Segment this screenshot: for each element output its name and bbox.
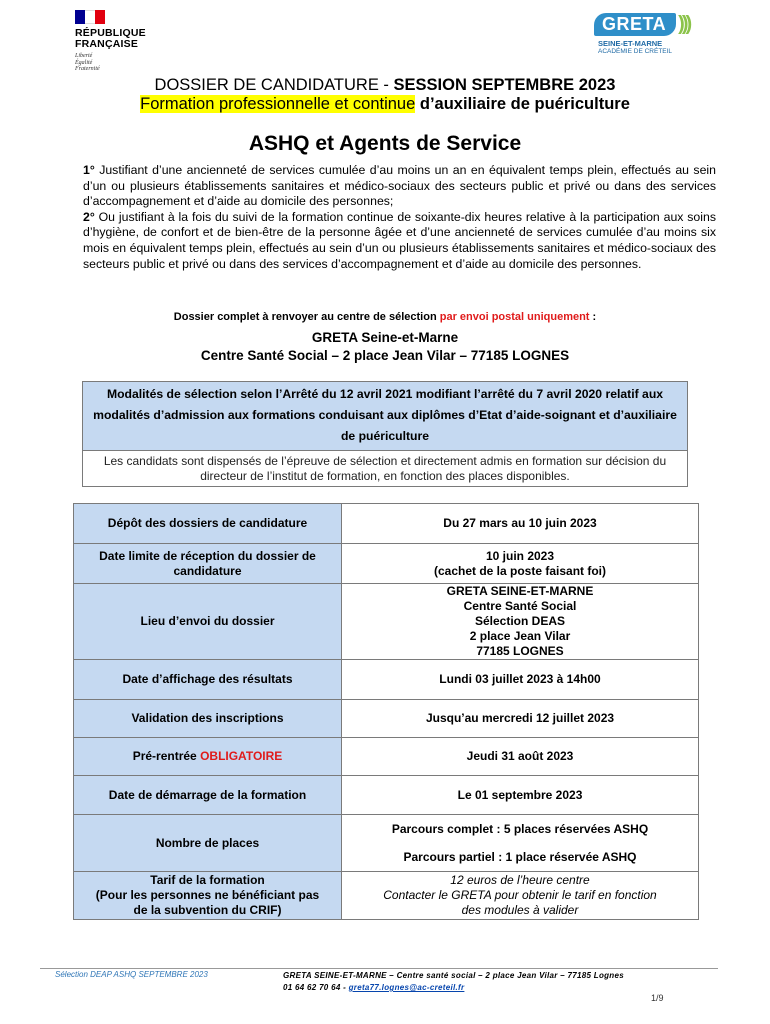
row-value: Jeudi 31 août 2023: [342, 738, 699, 776]
greta-logo: [594, 13, 714, 55]
row-value: Le 01 septembre 2023: [342, 776, 699, 815]
shipping-address: GRETA Seine-et-Marne Centre Santé Social – 2 place Jean Vilar – 77185 LOGNES: [200, 330, 570, 363]
row-value: GRETA SEINE-ET-MARNE Centre Santé Social Sélection DEAS 2 place Jean Vilar 77185 LOGNES: [342, 584, 699, 660]
table-row: [74, 872, 699, 920]
greta-sub2: ACADÉMIE DE CRÉTEIL: [598, 48, 673, 55]
footer-email-link[interactable]: greta77.lognes@ac-creteil.fr: [348, 983, 465, 992]
rf-name: RÉPUBLIQUE FRANÇAISE: [75, 27, 146, 50]
row-value: 10 juin 2023 (cachet de la poste faisant foi): [342, 544, 699, 584]
selection-modalities-box: [82, 381, 688, 487]
footer-contact: GRETA SEINE-ET-MARNE – Centre santé social – 2 place Jean Vilar – 77185 Lognes 01 64 62 70 64 - greta77.lognes@ac-creteil.fr: [283, 971, 624, 992]
row-value: Jusqu’au mercredi 12 juillet 2023: [342, 700, 699, 738]
row-value: Du 27 mars au 10 juin 2023: [342, 504, 699, 544]
row-label: Tarif de la formation (Pour les personnes ne bénéficiant pas de la subvention du CRIF): [74, 872, 342, 920]
row-label: Date limite de réception du dossier de candidature: [74, 544, 342, 584]
row-label: Pré-rentrée OBLIGATOIRE: [74, 738, 342, 776]
table-row: [74, 738, 699, 776]
table-row: [74, 815, 699, 872]
row-label: Date de démarrage de la formation: [74, 776, 342, 815]
row-label: Lieu d’envoi du dossier: [74, 584, 342, 660]
modalities-text: Les candidats sont dispensés de l’épreuve de sélection et directement admis en formation sur décision du directeur de l’institut de formation, en fonction des places disponibles.: [103, 454, 667, 483]
greta-brand: GRETA: [594, 13, 676, 36]
page-number: 1/9: [651, 993, 664, 1003]
footer-left: Sélection DEAP ASHQ SEPTEMBRE 2023: [55, 970, 208, 979]
main-heading: ASHQ et Agents de Service: [248, 132, 522, 155]
table-row: [74, 544, 699, 584]
french-flag-icon: [75, 10, 105, 24]
shipping-instruction: Dossier complet à renvoyer au centre de sélection par envoi postal uniquement :: [173, 311, 597, 323]
row-label: Date d’affichage des résultats: [74, 660, 342, 700]
condition-2: 2° Ou justifiant à la fois du suivi de la formation continue de soixante-dix heures relative à la participation aux soins d’hygiène, de confort et de bien-être de la personne âgée et d’une ancienneté de services cumulée d’au moins six mois en équivalent temps plein, effectués au sein d’un ou plusieurs établissements sanitaires et médico-sociaux des secteurs public et privé ou dans des services d’accompagnement et d’aide au domicile des personnes.: [83, 209, 716, 271]
footer-divider: [40, 968, 718, 969]
table-row: [74, 660, 699, 700]
republique-francaise-logo: [75, 10, 165, 73]
eligibility-conditions: [83, 163, 716, 272]
row-value: Lundi 03 juillet 2023 à 14h00: [342, 660, 699, 700]
formation-subtitle: Formation professionnelle et continue d’auxiliaire de puériculture: [140, 95, 630, 113]
row-label: Validation des inscriptions: [74, 700, 342, 738]
table-row: [74, 504, 699, 544]
condition-1: 1° Justifiant d’une ancienneté de services cumulée d’au moins un an en équivalent temps plein, effectués au sein d’un ou plusieurs établissements sanitaires et médico-sociaux des secteurs public et privé ou dans des services d’accompagnement et d’aide au domicile des personnes;: [83, 163, 716, 209]
rf-motto: Liberté Égalité Fraternité: [75, 53, 100, 72]
greta-waves-icon: ))): [678, 13, 690, 35]
table-row: [74, 700, 699, 738]
row-value: Parcours complet : 5 places réservées ASHQ Parcours partiel : 1 place réservée ASHQ: [342, 815, 699, 872]
row-label: Nombre de places: [74, 815, 342, 872]
modalities-heading: Modalités de sélection selon l’Arrêté du 12 avril 2021 modifiant l’arrêté du 7 avril 2020 relatif aux modalités d’admission aux formations conduisant aux diplômes d’Etat d’aide-soignant et d’auxiliaire de puériculture: [83, 382, 687, 451]
row-value: 12 euros de l’heure centre Contacter le GRETA pour obtenir le tarif en fonction des modules à valider: [342, 872, 699, 920]
greta-sub1: SEINE-ET-MARNE: [598, 39, 663, 48]
table-row: [74, 584, 699, 660]
document-title: DOSSIER DE CANDIDATURE - SESSION SEPTEMBRE 2023: [154, 76, 616, 94]
schedule-table: [73, 503, 699, 920]
row-label: Dépôt des dossiers de candidature: [74, 504, 342, 544]
table-row: [74, 776, 699, 815]
